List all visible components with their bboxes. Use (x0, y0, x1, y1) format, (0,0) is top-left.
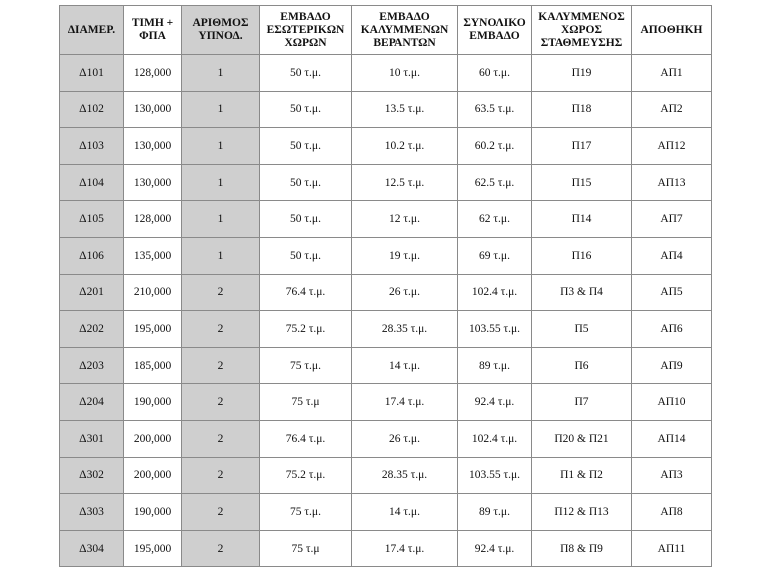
cell-apartment: Δ103 (60, 128, 124, 165)
cell-apartment: Δ201 (60, 274, 124, 311)
cell-parking: Π5 (532, 311, 632, 348)
cell-parking: Π1 & Π2 (532, 457, 632, 494)
header-row (60, 6, 712, 55)
table-row (60, 384, 712, 421)
header-parking: ΚΑΛΥΜΜΕΝΟΣ ΧΩΡΟΣ ΣΤΑΘΜΕΥΣΗΣ (532, 6, 632, 55)
cell-apartment: Δ303 (60, 494, 124, 531)
cell-parking: Π18 (532, 91, 632, 128)
cell-bedrooms: 2 (182, 457, 260, 494)
cell-storage: ΑΠ1 (632, 55, 712, 92)
cell-price: 210,000 (124, 274, 182, 311)
cell-storage: ΑΠ11 (632, 530, 712, 567)
cell-interior-area: 75 τ.μ. (260, 494, 352, 531)
cell-total-area: 60.2 τ.μ. (458, 128, 532, 165)
cell-total-area: 89 τ.μ. (458, 494, 532, 531)
cell-storage: ΑΠ12 (632, 128, 712, 165)
cell-parking: Π7 (532, 384, 632, 421)
cell-price: 135,000 (124, 237, 182, 274)
cell-total-area: 92.4 τ.μ. (458, 384, 532, 421)
table-row (60, 494, 712, 531)
cell-veranda-area: 28.35 τ.μ. (352, 457, 458, 494)
cell-apartment: Δ304 (60, 530, 124, 567)
cell-total-area: 102.4 τ.μ. (458, 420, 532, 457)
cell-total-area: 89 τ.μ. (458, 347, 532, 384)
cell-parking: Π15 (532, 164, 632, 201)
cell-bedrooms: 1 (182, 201, 260, 238)
table-row (60, 55, 712, 92)
table-row (60, 274, 712, 311)
cell-interior-area: 50 τ.μ. (260, 201, 352, 238)
cell-bedrooms: 2 (182, 420, 260, 457)
cell-veranda-area: 19 τ.μ. (352, 237, 458, 274)
cell-parking: Π14 (532, 201, 632, 238)
cell-bedrooms: 1 (182, 164, 260, 201)
cell-storage: ΑΠ9 (632, 347, 712, 384)
table-row (60, 457, 712, 494)
cell-veranda-area: 12 τ.μ. (352, 201, 458, 238)
cell-parking: Π3 & Π4 (532, 274, 632, 311)
cell-parking: Π12 & Π13 (532, 494, 632, 531)
cell-total-area: 69 τ.μ. (458, 237, 532, 274)
cell-apartment: Δ102 (60, 91, 124, 128)
cell-total-area: 62 τ.μ. (458, 201, 532, 238)
cell-storage: ΑΠ6 (632, 311, 712, 348)
cell-storage: ΑΠ8 (632, 494, 712, 531)
cell-price: 130,000 (124, 128, 182, 165)
cell-total-area: 102.4 τ.μ. (458, 274, 532, 311)
cell-storage: ΑΠ3 (632, 457, 712, 494)
table-row (60, 311, 712, 348)
cell-veranda-area: 10 τ.μ. (352, 55, 458, 92)
cell-bedrooms: 2 (182, 384, 260, 421)
cell-storage: ΑΠ7 (632, 201, 712, 238)
cell-parking: Π20 & Π21 (532, 420, 632, 457)
cell-apartment: Δ203 (60, 347, 124, 384)
cell-price: 190,000 (124, 384, 182, 421)
cell-storage: ΑΠ10 (632, 384, 712, 421)
cell-interior-area: 75.2 τ.μ. (260, 457, 352, 494)
cell-apartment: Δ105 (60, 201, 124, 238)
cell-bedrooms: 1 (182, 55, 260, 92)
header-storage: ΑΠΟΘΗΚΗ (632, 6, 712, 55)
cell-bedrooms: 2 (182, 274, 260, 311)
apartments-table (59, 5, 712, 567)
cell-interior-area: 75 τ.μ. (260, 347, 352, 384)
cell-apartment: Δ204 (60, 384, 124, 421)
cell-interior-area: 50 τ.μ. (260, 128, 352, 165)
cell-bedrooms: 2 (182, 311, 260, 348)
cell-veranda-area: 13.5 τ.μ. (352, 91, 458, 128)
cell-bedrooms: 1 (182, 91, 260, 128)
cell-total-area: 103.55 τ.μ. (458, 311, 532, 348)
cell-price: 130,000 (124, 91, 182, 128)
cell-veranda-area: 26 τ.μ. (352, 274, 458, 311)
cell-bedrooms: 2 (182, 347, 260, 384)
cell-storage: ΑΠ4 (632, 237, 712, 274)
table-row (60, 530, 712, 567)
table-row (60, 128, 712, 165)
cell-parking: Π6 (532, 347, 632, 384)
cell-storage: ΑΠ5 (632, 274, 712, 311)
cell-veranda-area: 17.4 τ.μ. (352, 530, 458, 567)
cell-price: 185,000 (124, 347, 182, 384)
cell-interior-area: 76.4 τ.μ. (260, 420, 352, 457)
cell-veranda-area: 12.5 τ.μ. (352, 164, 458, 201)
cell-parking: Π19 (532, 55, 632, 92)
cell-price: 128,000 (124, 201, 182, 238)
cell-bedrooms: 1 (182, 128, 260, 165)
cell-veranda-area: 10.2 τ.μ. (352, 128, 458, 165)
header-veranda-area: ΕΜΒΑΔΟ ΚΑΛΥΜΜΕΝΩΝ ΒΕΡΑΝΤΩΝ (352, 6, 458, 55)
header-interior-area: ΕΜΒΑΔΟ ΕΣΩΤΕΡΙΚΩΝ ΧΩΡΩΝ (260, 6, 352, 55)
cell-interior-area: 50 τ.μ. (260, 237, 352, 274)
cell-total-area: 63.5 τ.μ. (458, 91, 532, 128)
cell-interior-area: 50 τ.μ. (260, 164, 352, 201)
table-row (60, 237, 712, 274)
cell-price: 195,000 (124, 311, 182, 348)
header-total-area: ΣΥΝΟΛΙΚΟ ΕΜΒΑΔΟ (458, 6, 532, 55)
cell-bedrooms: 1 (182, 237, 260, 274)
table-row (60, 91, 712, 128)
cell-veranda-area: 14 τ.μ. (352, 494, 458, 531)
cell-interior-area: 50 τ.μ. (260, 55, 352, 92)
cell-interior-area: 75 τ.μ (260, 530, 352, 567)
cell-price: 195,000 (124, 530, 182, 567)
cell-total-area: 92.4 τ.μ. (458, 530, 532, 567)
cell-veranda-area: 28.35 τ.μ. (352, 311, 458, 348)
cell-interior-area: 75.2 τ.μ. (260, 311, 352, 348)
cell-price: 200,000 (124, 457, 182, 494)
table-body (60, 55, 712, 567)
table-row (60, 347, 712, 384)
cell-parking: Π17 (532, 128, 632, 165)
cell-apartment: Δ104 (60, 164, 124, 201)
cell-veranda-area: 26 τ.μ. (352, 420, 458, 457)
cell-apartment: Δ302 (60, 457, 124, 494)
cell-price: 190,000 (124, 494, 182, 531)
cell-apartment: Δ101 (60, 55, 124, 92)
cell-veranda-area: 17.4 τ.μ. (352, 384, 458, 421)
cell-parking: Π16 (532, 237, 632, 274)
cell-parking: Π8 & Π9 (532, 530, 632, 567)
cell-price: 130,000 (124, 164, 182, 201)
cell-bedrooms: 2 (182, 494, 260, 531)
cell-total-area: 62.5 τ.μ. (458, 164, 532, 201)
cell-price: 128,000 (124, 55, 182, 92)
cell-veranda-area: 14 τ.μ. (352, 347, 458, 384)
cell-storage: ΑΠ2 (632, 91, 712, 128)
cell-storage: ΑΠ13 (632, 164, 712, 201)
cell-apartment: Δ202 (60, 311, 124, 348)
cell-interior-area: 76.4 τ.μ. (260, 274, 352, 311)
header-apartment: ΔΙΑΜΕΡ. (60, 6, 124, 55)
header-bedrooms: ΑΡΙΘΜΟΣ ΥΠΝΟΔ. (182, 6, 260, 55)
cell-total-area: 103.55 τ.μ. (458, 457, 532, 494)
table-row (60, 164, 712, 201)
cell-storage: ΑΠ14 (632, 420, 712, 457)
cell-interior-area: 75 τ.μ (260, 384, 352, 421)
cell-total-area: 60 τ.μ. (458, 55, 532, 92)
cell-interior-area: 50 τ.μ. (260, 91, 352, 128)
table-row (60, 420, 712, 457)
cell-apartment: Δ106 (60, 237, 124, 274)
table-row (60, 201, 712, 238)
cell-price: 200,000 (124, 420, 182, 457)
cell-bedrooms: 2 (182, 530, 260, 567)
header-price: ΤΙΜΗ + ΦΠΑ (124, 6, 182, 55)
cell-apartment: Δ301 (60, 420, 124, 457)
